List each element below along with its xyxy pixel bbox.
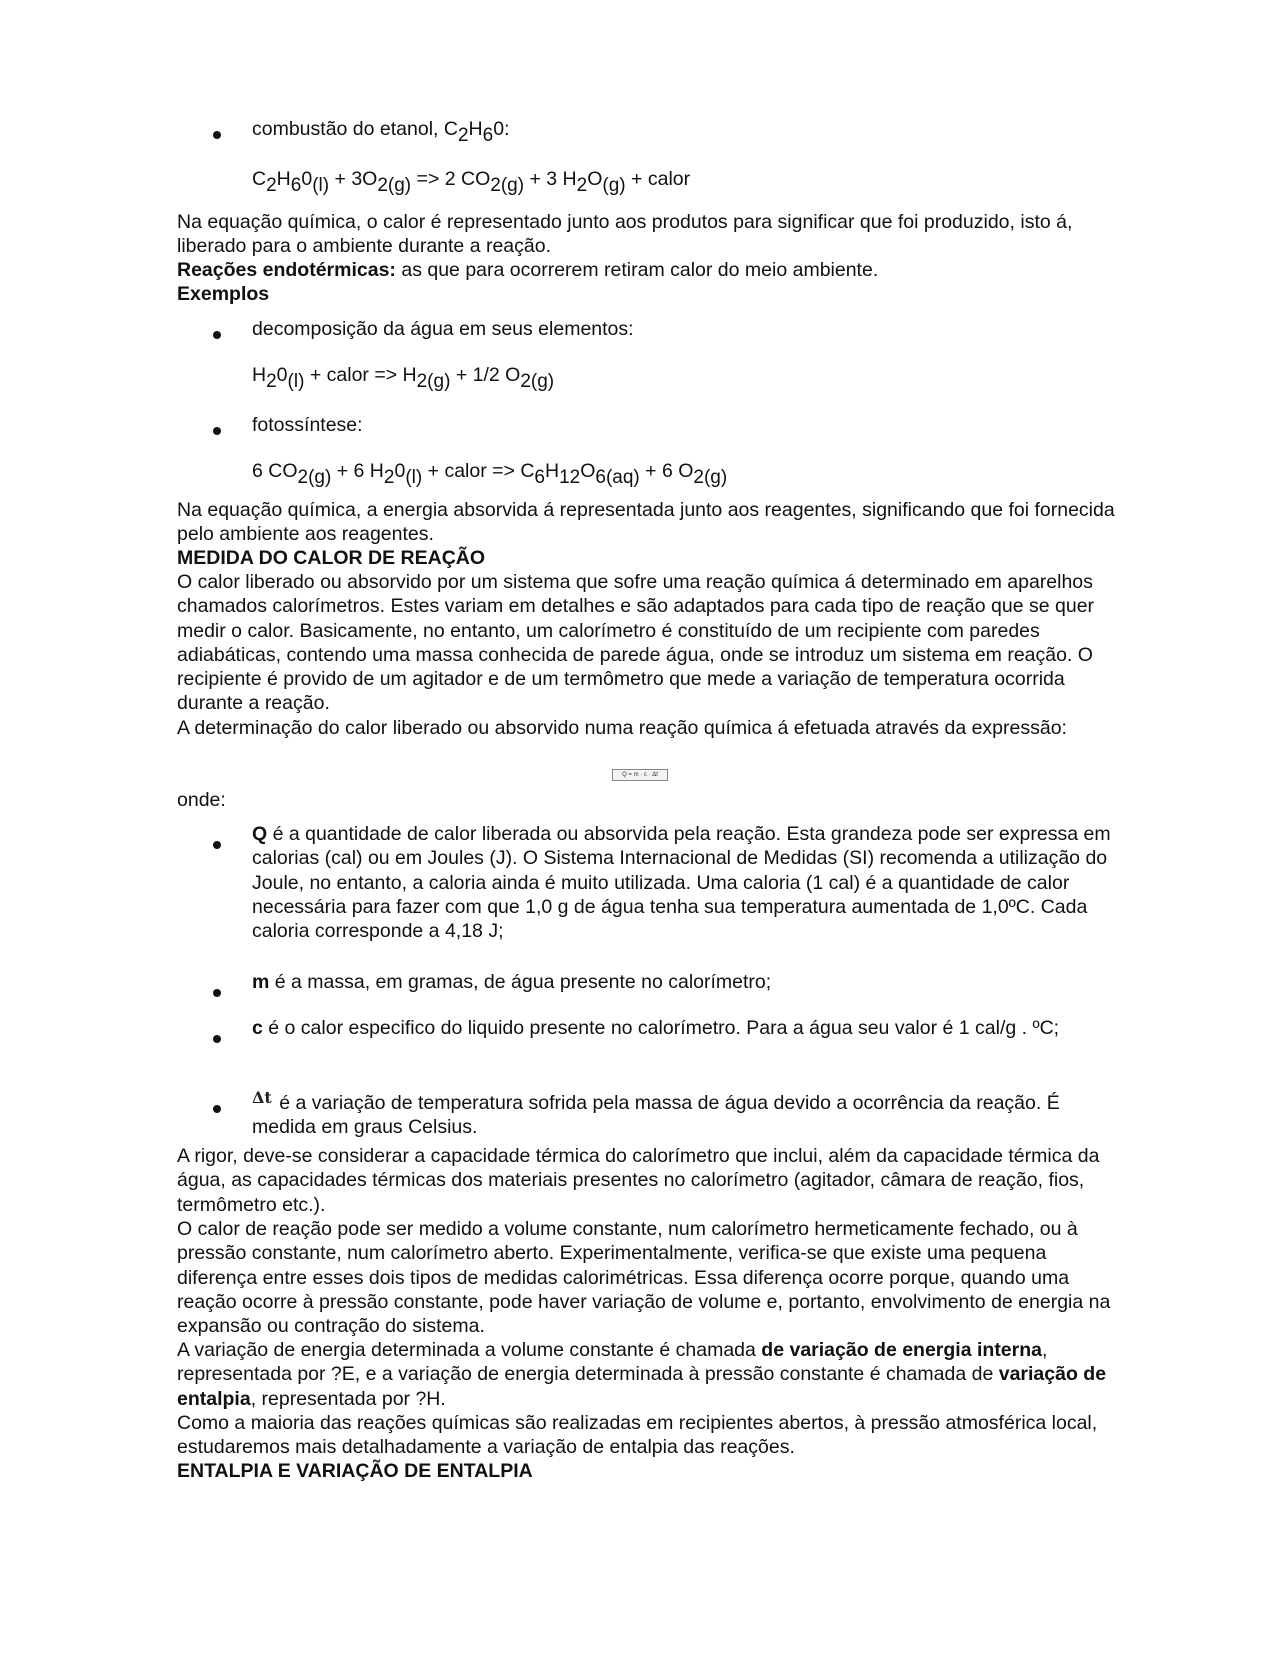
bullet-marker xyxy=(213,980,227,1003)
paragraph-variacao-energia: A variação de energia determinada a volume constante é chamada de variação de energia interna, representada por ?E, e a variação de energia determinada à pressão constante é chamada de variação de entalpia, representada por ?H. xyxy=(177,1339,1107,1410)
bullet-marker xyxy=(213,122,227,145)
bullet-decomposicao-agua: decomposição da água em seus elementos: xyxy=(252,318,634,340)
paragraph-energia-absorvida: Na equação química, a energia absorvida á representada junto aos reagentes, significando que foi fornecida pelo ambiente aos reagentes. xyxy=(177,499,1115,546)
bullet-marker xyxy=(213,1096,227,1119)
paragraph-onde: onde: xyxy=(177,789,226,811)
equation-fotossintese: 6 $CO_{2(g)} + 6$ $H_20_{(l)}$ + calor => $C_6H_{12}O_{6(aq)} + 6$ $O_{2(g)}$ xyxy=(252,460,728,488)
paragraph-endotermicas: Reações endotérmicas: as que para ocorrerem retiram calor do meio ambiente. xyxy=(177,259,879,281)
delta-t-symbol: Δt xyxy=(252,1088,272,1107)
bullet-fotossintese: fotossíntese: xyxy=(252,414,363,436)
paragraph-entalpia-reacoes: Como a maioria das reações químicas são realizadas em recipientes abertos, à pressão atmosférica local, estudaremos mais detalhadamente a variação de entalpia das reações. xyxy=(177,1412,1098,1459)
heading-medida-calor: MEDIDA DO CALOR DE REAÇÃO xyxy=(177,547,486,569)
paragraph-calorimetros: O calor liberado ou absorvido por um sistema que sofre uma reação química á determinado em aparelhos chamados calorímetros. Estes variam em detalhes e são adaptados para cada tipo de reação que se quer medir o calor. Basicamente, no entanto, um calorímetro é constituído de um recipiente com paredes adiabáticas, contendo uma massa conhecida de parede água, onde se introduz um sistema em reação. O recipiente é provido de um agitador e de um termômetro que mede a variação de temperatura ocorrida durante a reação. xyxy=(177,571,1095,715)
bullet-marker xyxy=(213,418,227,441)
equation-combustao: $C_2H_60_{(l)} + 3O_{2(g)} => 2$ $CO_{2(g)} + 3$ $H_2O_{(g)}$ + calor xyxy=(252,168,691,196)
definition-q: Q é a quantidade de calor liberada ou absorvida pela reação. Esta grandeza pode ser expressa em calorias (cal) ou em Joules (J). O Sistema Internacional de Medidas (SI) recomenda a utilização do Joule, no entanto, a caloria ainda é muito utilizada. Uma caloria (1 cal) é a quantidade de calor necessária para fazer com que 1,0 g de água tenha sua temperatura aumentada de 1,0ºC. Cada caloria corresponde a 4,18 J; xyxy=(252,823,1111,943)
heading-entalpia: ENTALPIA E VARIAÇÃO DE ENTALPIA xyxy=(177,1460,533,1482)
formula-image: Q = m · c · Δt xyxy=(612,769,668,781)
bullet-combustao-etanol: combustão do etanol, $C_2H_60$: xyxy=(252,118,510,146)
heading-exemplos: Exemplos xyxy=(177,283,270,305)
paragraph-calor-produtos: Na equação química, o calor é representado junto aos produtos para significar que foi produzido, isto á, liberado para o ambiente durante a reação. xyxy=(177,211,1073,258)
bullet-marker xyxy=(213,832,227,855)
paragraph-expressao: A determinação do calor liberado ou absorvido numa reação química á efetuada através da expressão: xyxy=(177,717,1067,739)
paragraph-volume-pressao: O calor de reação pode ser medido a volume constante, num calorímetro hermeticamente fechado, ou à pressão constante, num calorímetro aberto. Experimentalmente, verifica-se que existe uma pequena diferença entre esses dois tipos de medidas calorimétricas. Essa diferença ocorre porque, quando uma reação ocorre à pressão constante, pode haver variação de volume e, portanto, envolvimento de energia na expansão ou contração do sistema. xyxy=(177,1218,1111,1338)
equation-decomposicao: $H_20_{(l)}$ + calor => $H_{2(g)} + 1/2$ $O_{2(g)}$ xyxy=(252,364,555,392)
bullet-marker xyxy=(213,1026,227,1049)
bullet-marker xyxy=(213,322,227,345)
definition-delta-t: Δt é a variação de temperatura sofrida pela massa de água devido a ocorrência da reação. É medida em graus Celsius. xyxy=(252,1088,1060,1139)
paragraph-capacidade-termica: A rigor, deve-se considerar a capacidade térmica do calorímetro que inclui, além da capacidade térmica da água, as capacidades térmicas dos materiais presentes no calorímetro (agitador, câmara de reação, fios, termômetro etc.). xyxy=(177,1145,1100,1216)
definition-c: c é o calor especifico do liquido presente no calorímetro. Para a água seu valor é 1 cal/g . ºC; xyxy=(252,1017,1060,1039)
definition-m: m é a massa, em gramas, de água presente no calorímetro; xyxy=(252,971,772,993)
